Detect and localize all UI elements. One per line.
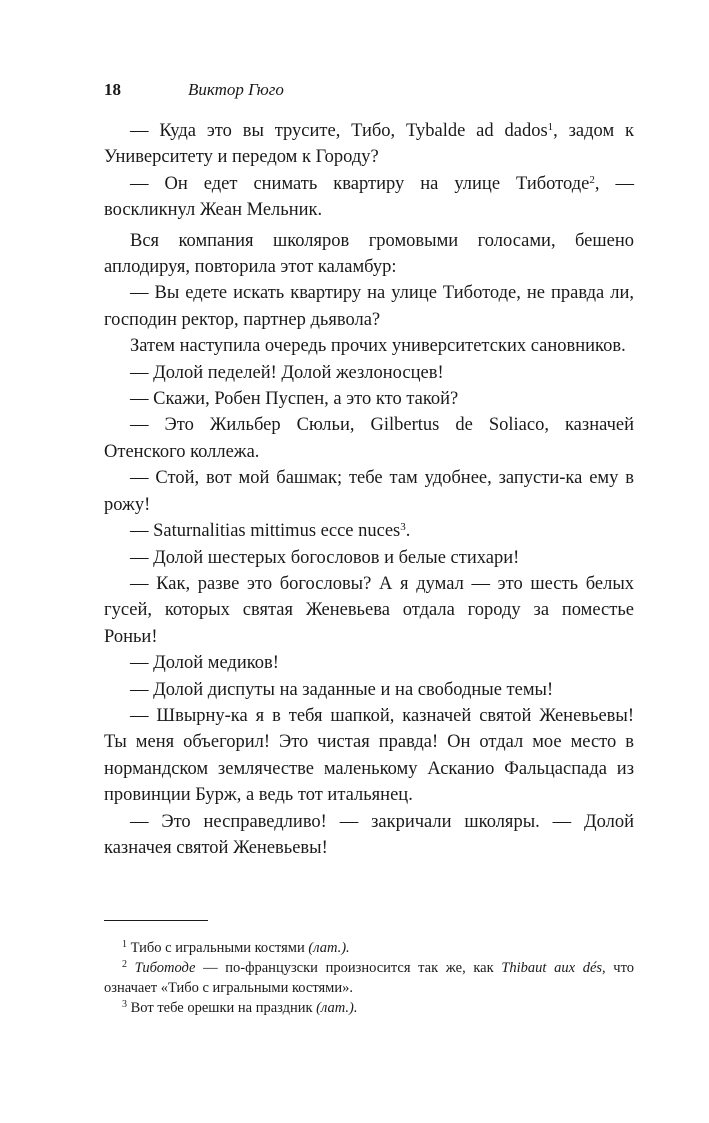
footnote-ref: 3 <box>400 521 406 534</box>
footnote-text: , что означает «Тибо с игральными костями». <box>104 960 634 996</box>
paragraph: — Как, разве это богословы? А я думал — это шесть белых гусей, которых святая Женевьева отдала городу за поместье Роньи! <box>104 573 634 647</box>
paragraph <box>104 171 634 224</box>
footnote <box>104 958 634 998</box>
footnote-italic: Тиботоде <box>134 960 196 976</box>
paragraph: — Швырну-ка я в тебя шапкой, казначей святой Женевьевы! Ты меня объегорил! Это чистая правда! Он отдал мое место в нормандском землячестве маленькому Асканио Фальцаспада из провинции Бурж, а ведь тот итальянец. <box>104 705 634 806</box>
text-run: , задом к Университету и передом к Городу? <box>104 121 634 168</box>
paragraph: — Долой педелей! Долой жезлоносцев! <box>130 362 444 383</box>
paragraph: — Вы едете искать квартиру на улице Тиботоде, не правда ли, господин ректор, партнер дьявола? <box>104 283 634 330</box>
footnote-text: Вот тебе орешки на праздник <box>130 1000 317 1016</box>
footnote-divider <box>104 920 208 921</box>
page-header <box>104 80 284 100</box>
footnote-text: Тибо с игральными костями <box>130 940 309 956</box>
footnote-mark: 2 <box>122 959 127 970</box>
paragraph <box>104 118 634 171</box>
paragraph: Вся компания школяров громовыми голосами, бешено аплодируя, повторила этот каламбур: <box>104 230 634 278</box>
paragraph: — Скажи, Робен Пуспен, а это кто такой? <box>130 389 459 410</box>
footnote-ref: 2 <box>589 173 595 186</box>
footnote-ref: 1 <box>547 121 554 133</box>
text-run: . <box>405 521 411 542</box>
paragraph <box>104 518 634 544</box>
text-run: — Куда это вы трусите, Тибо, Tybalde ad dados <box>130 121 548 141</box>
paragraph: Затем наступила очередь прочих университетских сановников. <box>130 336 626 357</box>
paragraph: — Это Жильбер Сюльи, Gilbertus de Soliaco, казначей Отенского коллежа. <box>104 415 634 462</box>
running-head-author: Виктор Гюго <box>188 80 284 99</box>
paragraph: — Долой диспуты на заданные и на свободные темы! <box>130 679 554 700</box>
text-run: — Saturnalitias mittimus ecce nuces <box>130 521 401 542</box>
footnote-text: — по-французски произносится так же, как <box>195 960 502 976</box>
text-run: — Он едет снимать квартиру на улице Тиботоде <box>130 173 590 194</box>
footnotes <box>104 938 634 1018</box>
footnote-italic: (лат.). <box>316 1000 358 1016</box>
footnote <box>104 938 634 958</box>
footnote-italic: (лат.). <box>308 940 350 956</box>
footnote-mark: 1 <box>122 939 127 950</box>
paragraph: — Это несправедливо! — закричали школяры. — Долой казначея святой Женевьевы! <box>104 811 634 858</box>
footnote <box>104 998 634 1018</box>
footnote-mark: 3 <box>122 999 127 1010</box>
text-run: , — воскликнул Жеан Мельник. <box>104 173 635 221</box>
footnote-italic: Thibaut aux dés <box>501 960 603 976</box>
paragraph: — Долой шестерых богословов и белые стихари! <box>130 547 520 568</box>
paragraph: — Стой, вот мой башмак; тебе там удобнее, запусти-ка ему в рожу! <box>104 468 634 515</box>
paragraph: — Долой медиков! <box>130 653 279 674</box>
main-text <box>104 118 634 861</box>
page-number: 18 <box>104 80 121 99</box>
